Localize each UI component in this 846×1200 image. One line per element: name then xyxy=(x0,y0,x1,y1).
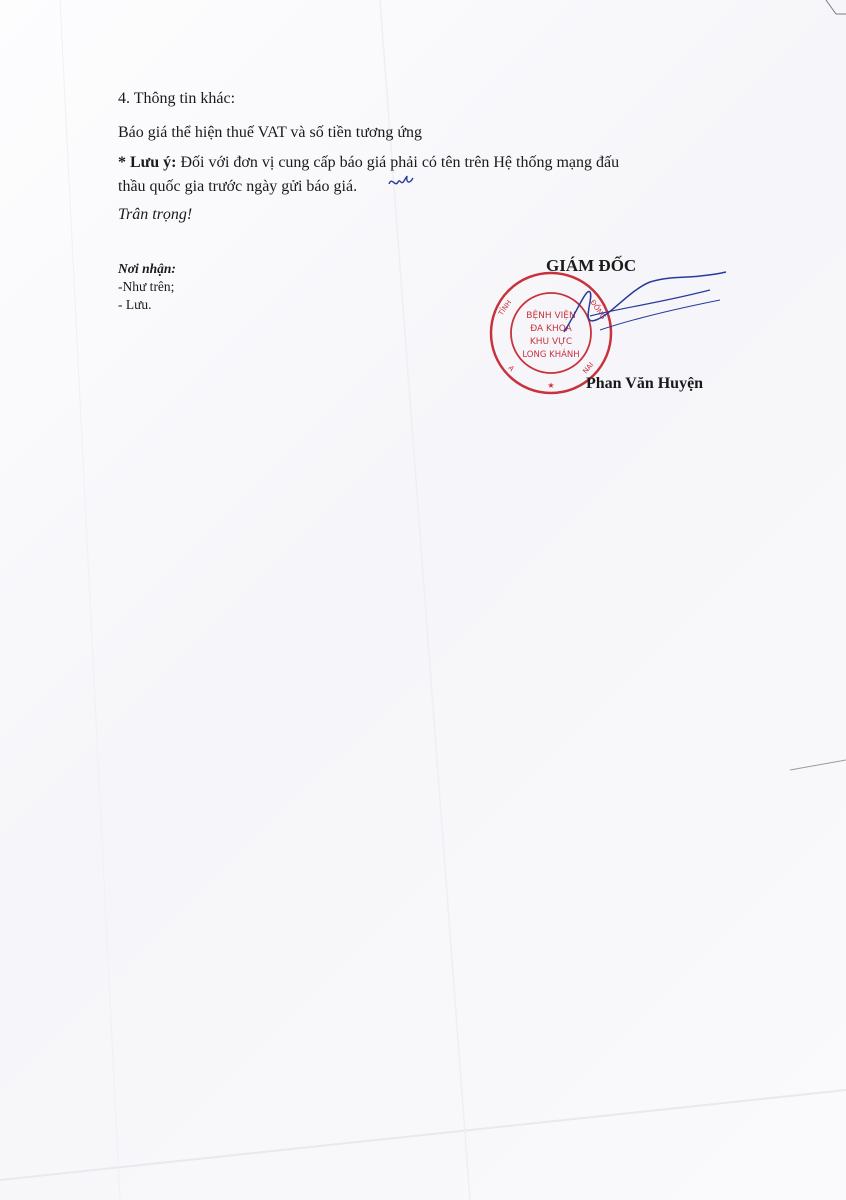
signer-name: Phan Văn Huyện xyxy=(586,375,704,392)
svg-text:NAI: NAI xyxy=(581,360,596,376)
recipient-item: - Lưu. xyxy=(118,297,152,312)
note-text-1: Đối với đơn vị cung cấp báo giá phải có tên trên Hệ thống mạng đấu xyxy=(176,154,620,171)
recipients-label: Nơi nhận: xyxy=(118,261,176,276)
handwritten-signature xyxy=(560,270,730,350)
closing-text: Trân trọng! xyxy=(118,206,193,223)
svg-text:★: ★ xyxy=(547,381,555,390)
svg-text:ĐỒNG: ĐỒNG xyxy=(588,298,608,321)
section-heading: 4. Thông tin khác: xyxy=(118,90,236,107)
vat-note: Báo giá thể hiện thuế VAT và số tiền tương ứng xyxy=(118,124,422,141)
svg-text:A: A xyxy=(506,364,516,373)
note-label: * Lưu ý: xyxy=(118,154,177,171)
stamp-line-3: KHU VỰC xyxy=(529,337,573,347)
recipient-item: -Như trên; xyxy=(118,279,175,294)
stamp-line-2: ĐA KHOA xyxy=(530,324,572,334)
stamp-line-1: BỆNH VIỆN xyxy=(526,311,576,321)
note-line-1 xyxy=(118,152,619,174)
svg-text:TỈNH: TỈNH xyxy=(497,298,514,318)
initial-mark xyxy=(386,172,416,192)
signer-title: GIÁM ĐỐC xyxy=(546,256,637,275)
note-line-2: thầu quốc gia trước ngày gửi báo giá. xyxy=(118,178,358,195)
stamp-line-4: LONG KHÁNH xyxy=(522,350,580,360)
